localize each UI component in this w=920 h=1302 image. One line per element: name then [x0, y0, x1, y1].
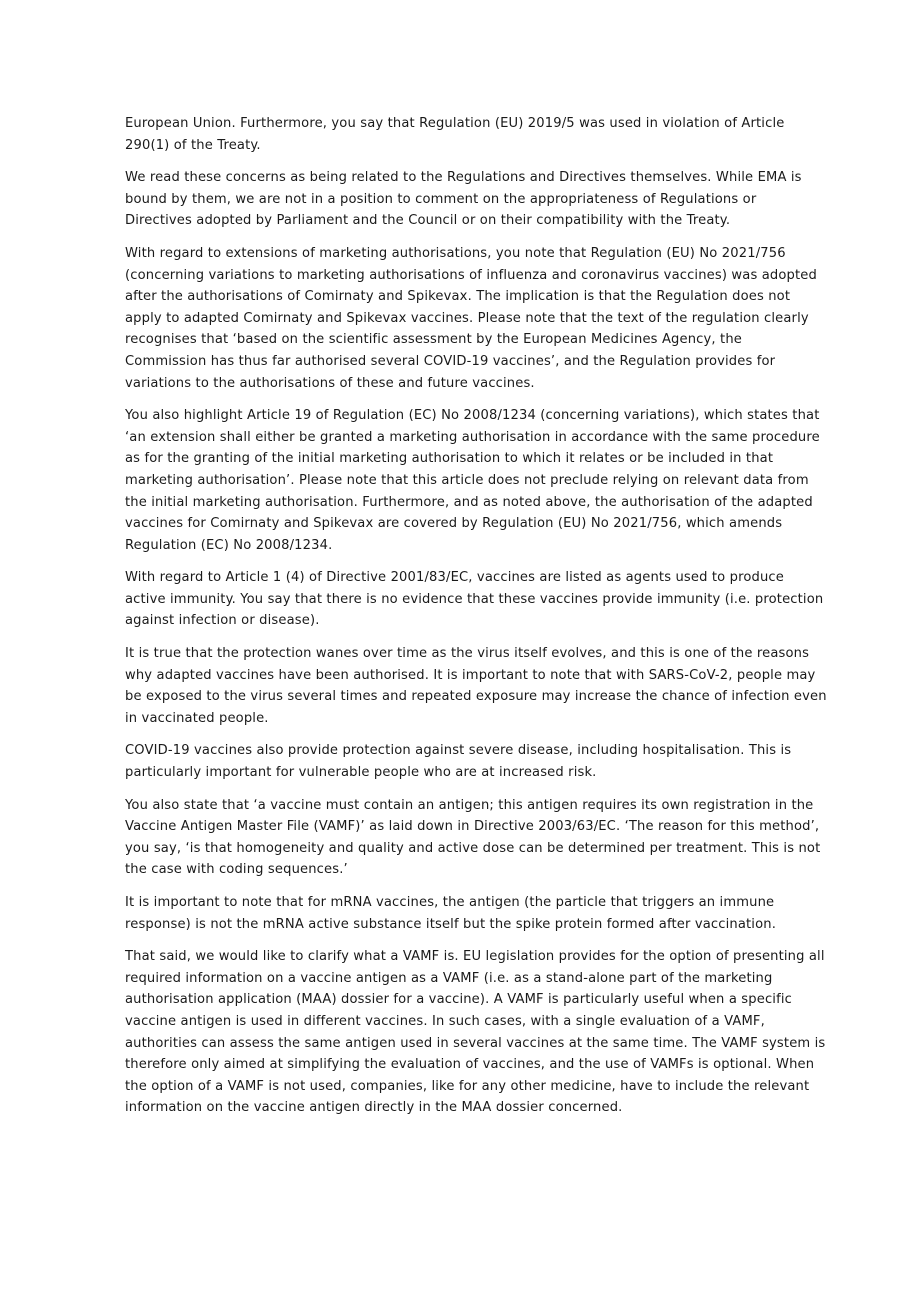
paragraph-10: That said, we would like to clarify what a VAMF is. EU legislation provides for the option of presenting all required information on a vaccine antigen as a VAMF (i.e. as a stand-alone part of the marketing authorisation application (MAA) dossier for a vaccine). A VAMF is particularly useful when a specific vaccine antigen is used in different vaccines. In such cases, with a single evaluation of a VAMF, authorities can assess the same antigen used in several vaccines at the same time. The VAMF system is therefore only aimed at simplifying the evaluation of vaccines, and the use of VAMFs is optional. When the option of a VAMF is not used, companies, like for any other medicine, have to include the relevant information on the vaccine antigen directly in the MAA dossier concerned.	[125, 949, 826, 1116]
paragraph-1: European Union. Furthermore, you say that Regulation (EU) 2019/5 was used in violation of Article 290(1) of the Treaty.	[125, 116, 785, 153]
paragraph-4: You also highlight Article 19 of Regulation (EC) No 2008/1234 (concerning variations), which states that ‘an extension shall either be granted a marketing authorisation in accordance with the same procedure as for the granting of the initial marketing authorisation to which it relates or be included in that marketing authorisation’. Please note that this article does not preclude relying on relevant data from the initial marketing authorisation. Furthermore, and as noted above, the authorisation of the adapted vaccines for Comirnaty and Spikevax are covered by Regulation (EU) No 2021/756, which amends Regulation (EC) No 2008/1234.	[125, 408, 820, 553]
paragraph-7: COVID-19 vaccines also provide protection against severe disease, including hospitalisation. This is particularly important for vulnerable people who are at increased risk.	[125, 743, 792, 781]
paragraph-5: With regard to Article 1 (4) of Directive 2001/83/EC, vaccines are listed as agents used to produce active immunity. You say that there is no evidence that these vaccines provide immunity (i.e. protection against infection or disease).	[125, 570, 824, 629]
document-body	[125, 113, 827, 1130]
paragraph-9: It is important to note that for mRNA vaccines, the antigen (the particle that triggers an immune response) is not the mRNA active substance itself but the spike protein formed after vaccination.	[125, 895, 777, 932]
paragraph-3: With regard to extensions of marketing authorisations, you note that Regulation (EU) No 2021/756 (concerning variations to marketing authorisations of influenza and coronavirus vaccines) was adopted after the authorisations of Comirnaty and Spikevax. The implication is that the Regulation does not apply to adapted Comirnaty and Spikevax vaccines. Please note that the text of the regulation clearly recognises that ‘based on the scientific assessment by the European Medicines Agency, the Commission has thus far authorised several COVID-19 vaccines’, and the Regulation provides for variations to the authorisations of these and future vaccines.	[125, 245, 817, 391]
paragraph-8: You also state that ‘a vaccine must contain an antigen; this antigen requires its own registration in the Vaccine Antigen Master File (VAMF)’ as laid down in Directive 2003/63/EC. ‘The reason for this method’, you say, ‘is that homogeneity and quality and active dose can be determined per treatment. This is not the case with coding sequences.’	[125, 797, 821, 878]
paragraph-2: We read these concerns as being related to the Regulations and Directives themselves. While EMA is bound by them, we are not in a position to comment on the appropriateness of Regulations or Directives adopted by Parliament and the Council or on their compatibility with the Treaty.	[125, 170, 802, 229]
paragraph-6: It is true that the protection wanes over time as the virus itself evolves, and this is one of the reasons why adapted vaccines have been authorised. It is important to note that with SARS-CoV-2, people may be exposed to the virus several times and repeated exposure may increase the chance of infection even in vaccinated people.	[125, 646, 827, 726]
